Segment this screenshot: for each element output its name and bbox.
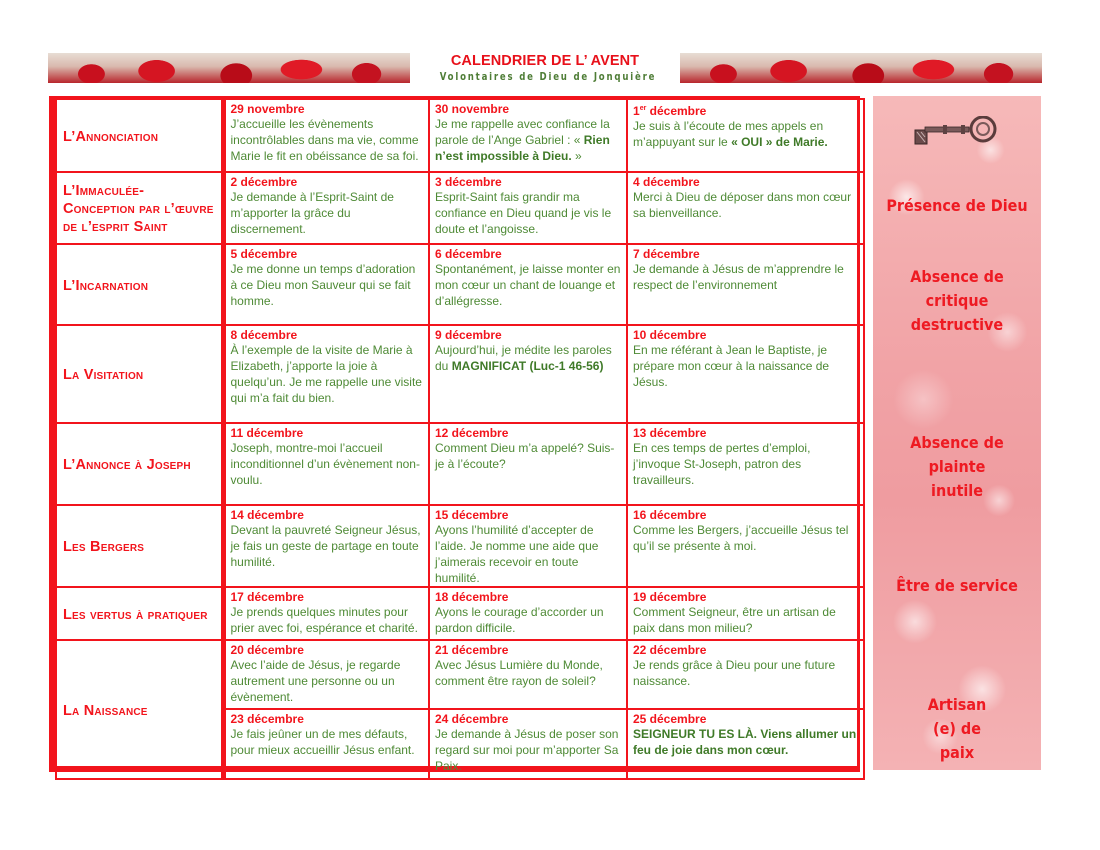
day-cell [627, 244, 864, 325]
day-cell [627, 99, 864, 172]
advent-calendar-table [49, 96, 860, 772]
date-label: 1er décembre [633, 104, 707, 118]
day-text: Avec Jésus Lumière du Monde, comment être rayon de soleil? [435, 658, 603, 688]
theme-label: Les Bergers [63, 539, 145, 555]
day-cell [223, 587, 429, 640]
table-row [56, 423, 864, 505]
day-text: Comme les Bergers, j’accueille Jésus tel qu’il se présente à moi. [633, 523, 849, 553]
table-row [56, 505, 864, 587]
date-label: 29 novembre [230, 102, 305, 116]
date-label: 5 décembre [230, 247, 298, 261]
day-text: Je me rappelle avec confiance la parole de l’Ange Gabriel : « Rien n’est impossible à Dieu. » [435, 117, 610, 163]
date-label: 21 décembre [435, 643, 509, 657]
theme-cell [56, 172, 223, 244]
day-cell [429, 172, 627, 244]
day-text: Je demande à l’Esprit-Saint de m’apporter la grâce du discernement. [230, 190, 394, 236]
day-text: Spontanément, je laisse monter en mon cœur un chant de louange et d’allégresse. [435, 262, 621, 308]
day-cell [627, 325, 864, 423]
date-label: 24 décembre [435, 712, 509, 726]
day-text: Devant la pauvreté Seigneur Jésus, je fais un geste de partage en toute humilité. [230, 523, 421, 569]
virtues-side-panel [873, 96, 1041, 770]
day-text: Aujourd’hui, je médite les paroles du MAGNIFICAT (Luc-1 46-56) [435, 343, 612, 373]
date-label: 4 décembre [633, 175, 700, 189]
table-row [56, 587, 864, 640]
date-label: 20 décembre [230, 643, 304, 657]
date-label: 10 décembre [633, 328, 707, 342]
virtue-no-criticism: Absence de critique destructive [910, 267, 1004, 334]
date-label: 7 décembre [633, 247, 700, 261]
day-text: Ayons l’humilité d’accepter de l’aide. Je nomme une aide que j’aimerais recevoir en toute humilité. [435, 523, 599, 585]
date-label: 8 décembre [230, 328, 298, 342]
theme-cell [56, 587, 223, 640]
date-label: 11 décembre [230, 426, 304, 440]
day-text: SEIGNEUR TU ES LÀ. Viens allumer un feu de joie dans mon cœur. [633, 727, 857, 757]
date-label: 14 décembre [230, 508, 304, 522]
date-label: 2 décembre [230, 175, 298, 189]
date-label: 18 décembre [435, 590, 509, 604]
date-label: 16 décembre [633, 508, 707, 522]
date-label: 12 décembre [435, 426, 509, 440]
virtue-service: Être de service [896, 576, 1018, 595]
virtue-peacemaker: Artisan (e) de paix [927, 695, 987, 762]
day-cell [223, 423, 429, 505]
theme-cell [56, 99, 223, 172]
day-text: Merci à Dieu de déposer dans mon cœur sa bienveillance. [633, 190, 852, 220]
date-label: 6 décembre [435, 247, 502, 261]
table-row [56, 640, 864, 709]
day-text: Je rends grâce à Dieu pour une future naissance. [633, 658, 836, 688]
day-text: Comment Seigneur, être un artisan de paix dans mon milieu? [633, 605, 836, 635]
date-label: 9 décembre [435, 328, 502, 342]
theme-cell [56, 640, 223, 779]
day-text: En me référant à Jean le Baptiste, je prépare mon cœur à la naissance de Jésus. [633, 343, 830, 389]
poinsettia-banner-left [48, 53, 410, 83]
day-text: J’accueille les évènements incontrôlables dans ma vie, comme Marie le fit en obéissance de sa foi. [230, 117, 419, 163]
day-cell [429, 423, 627, 505]
day-cell [429, 709, 627, 779]
header-banner [48, 53, 1042, 85]
day-text: Je demande à Jésus de m’apprendre le respect de l’environnement [633, 262, 844, 292]
date-label: 25 décembre [633, 712, 707, 726]
day-cell [223, 325, 429, 423]
table-row [56, 99, 864, 172]
page-title: CALENDRIER DE L’ AVENT [450, 53, 640, 69]
theme-label: La Naissance [63, 702, 148, 719]
day-text: Je demande à Jésus de poser son regard sur moi pour m’apporter Sa Paix. [435, 727, 619, 773]
day-cell [627, 640, 864, 709]
theme-cell [56, 505, 223, 587]
key-icon [913, 116, 999, 156]
day-cell [223, 640, 429, 709]
day-cell [223, 244, 429, 325]
virtue-presence: Présence de Dieu [886, 196, 1028, 215]
theme-label: L’Incarnation [63, 277, 149, 294]
virtue-no-complaint: Absence de plainte inutile [910, 433, 1004, 500]
table-row [56, 325, 864, 423]
date-label: 23 décembre [230, 712, 304, 726]
day-cell [627, 423, 864, 505]
day-cell [627, 709, 864, 779]
day-text: Comment Dieu m’a appelé? Suis-je à l’écoute? [435, 441, 615, 471]
date-label: 17 décembre [230, 590, 304, 604]
date-label: 15 décembre [435, 508, 509, 522]
day-text: Joseph, montre-moi l’accueil inconditionnel d’un évènement non-voulu. [230, 441, 420, 487]
day-cell [223, 172, 429, 244]
day-cell [429, 587, 627, 640]
day-cell [223, 505, 429, 587]
table-row [56, 172, 864, 244]
day-cell [627, 587, 864, 640]
day-cell [627, 172, 864, 244]
day-cell [429, 244, 627, 325]
day-text: À l’exemple de la visite de Marie à Elizabeth, j’apporte la joie à quelqu’un. Je me rappelle une visite qui m’a fait du bien. [230, 343, 422, 405]
day-cell [223, 99, 429, 172]
day-cell [429, 640, 627, 709]
theme-label: Les vertus à pratiquer [63, 606, 208, 623]
day-text: Ayons le courage d’accorder un pardon difficile. [435, 605, 604, 635]
day-text: Je fais jeûner un de mes défauts, pour mieux accueillir Jésus enfant. [230, 727, 415, 757]
theme-cell [56, 244, 223, 325]
day-text: Avec l’aide de Jésus, je regarde autrement une personne ou un évènement. [230, 658, 401, 704]
table-row [56, 244, 864, 325]
day-cell [429, 505, 627, 587]
date-label: 22 décembre [633, 643, 707, 657]
date-label: 3 décembre [435, 175, 502, 189]
date-label: 13 décembre [633, 426, 707, 440]
theme-label: L’Annonce à Joseph [63, 457, 191, 473]
day-cell [223, 709, 429, 779]
theme-label: La Visitation [63, 367, 144, 383]
day-text: Je prends quelques minutes pour prier avec foi, espérance et charité. [230, 605, 418, 635]
theme-label: L’Immaculée-Conception par l’œuvre de l’esprit Saint [63, 183, 214, 235]
date-label: 30 novembre [435, 102, 510, 116]
theme-cell [56, 423, 223, 505]
day-text: En ces temps de pertes d’emploi, j’invoque St-Joseph, patron des travailleurs. [633, 441, 811, 487]
day-cell [429, 99, 627, 172]
page-subtitle: Volontaires de Dieu de Jonquière [439, 70, 657, 83]
day-cell [429, 325, 627, 423]
day-text: Esprit-Saint fais grandir ma confiance en Dieu quand je vis le doute et l’angoisse. [435, 190, 612, 236]
theme-cell [56, 325, 223, 423]
day-cell [627, 505, 864, 587]
day-text: Je suis à l’écoute de mes appels en m’appuyant sur le « OUI » de Marie. [633, 119, 828, 149]
theme-label: L’Annonciation [63, 128, 159, 145]
poinsettia-banner-right [680, 53, 1042, 83]
date-label: 19 décembre [633, 590, 707, 604]
day-text: Je me donne un temps d’adoration à ce Dieu mon Sauveur qui se fait homme. [230, 262, 416, 308]
